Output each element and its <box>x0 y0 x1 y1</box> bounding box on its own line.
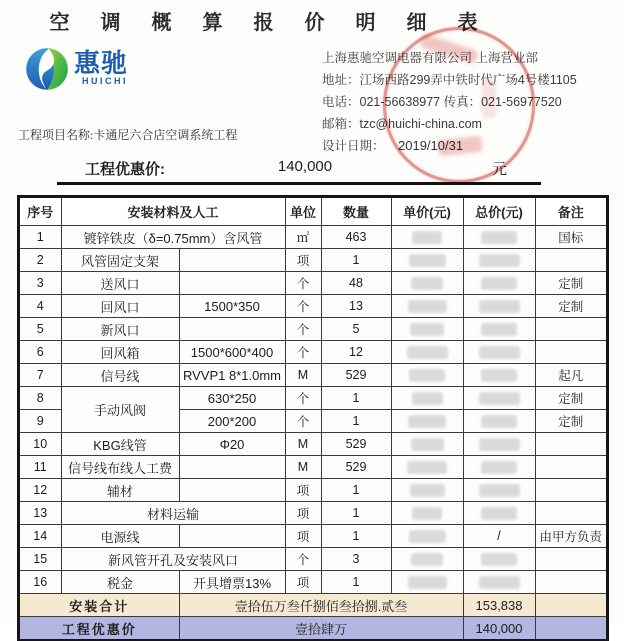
cell-qty: 1 <box>321 525 391 548</box>
cell-total-price <box>463 433 535 456</box>
cell-material-name: KBG线管 <box>61 433 179 456</box>
cell-no: 11 <box>19 456 61 479</box>
cell-total-price <box>463 410 535 433</box>
project-name: 工程项目名称:卡通尼六合店空调系统工程 <box>18 128 238 142</box>
cell-total-price <box>463 456 535 479</box>
cell-unit: ㎡ <box>285 226 321 249</box>
cell-no: 2 <box>19 249 61 272</box>
cell-total-price <box>463 295 535 318</box>
col-header-5: 总价(元) <box>463 197 535 226</box>
cell-spec: 1500*350 <box>179 295 285 318</box>
cell-total-price <box>463 249 535 272</box>
cell-material-name: 辅材 <box>61 479 179 502</box>
cell-no: 10 <box>19 433 61 456</box>
redacted-price-smudge <box>408 300 447 313</box>
cell-spec: Φ20 <box>179 433 285 456</box>
summary-amount-in-words: 壹拾伍万叁仟捌佰叁拾捌.贰叁 <box>179 594 463 617</box>
cell-spec <box>179 249 285 272</box>
logo-swirl-icon <box>24 46 70 92</box>
redacted-price-smudge <box>411 277 443 290</box>
cell-unit-price <box>391 249 463 272</box>
cell-note <box>535 456 607 479</box>
cell-unit: 项 <box>285 249 321 272</box>
design-date-label: 设计日期： <box>322 139 385 153</box>
cell-unit-price <box>391 456 463 479</box>
cell-unit-price <box>391 548 463 571</box>
cell-qty: 1 <box>321 249 391 272</box>
price-banner-unit: 元 <box>492 161 508 178</box>
summary-row-install-total <box>19 594 607 617</box>
redacted-price-smudge <box>411 438 444 451</box>
cell-spec: RVVP1 8*1.0mm <box>179 364 285 387</box>
cell-note: 由甲方负责 <box>535 525 607 548</box>
quotation-table <box>18 196 608 641</box>
redacted-price-smudge <box>481 323 517 336</box>
cell-unit-price <box>391 433 463 456</box>
cell-total-price <box>463 341 535 364</box>
cell-unit-price <box>391 272 463 295</box>
cell-spec <box>179 318 285 341</box>
cell-qty: 1 <box>321 410 391 433</box>
col-header-3: 数量 <box>321 197 391 226</box>
cell-qty: 1 <box>321 387 391 410</box>
summary-note <box>535 617 607 641</box>
logo-name-en: HUICHI <box>82 76 129 86</box>
logo-name-cn: 惠驰 <box>74 48 129 78</box>
cell-note <box>535 318 607 341</box>
redacted-price-smudge <box>481 507 517 520</box>
cell-unit-price <box>391 318 463 341</box>
cell-material-name: 回风口 <box>61 295 179 318</box>
cell-no: 3 <box>19 272 61 295</box>
design-date-value: 2019/10/31 <box>398 138 464 153</box>
cell-unit: 项 <box>285 479 321 502</box>
summary-row-discount-price <box>19 617 607 641</box>
table-row <box>19 548 607 571</box>
cell-no: 8 <box>19 387 61 410</box>
cell-unit: 个 <box>285 387 321 410</box>
table-row <box>19 295 607 318</box>
cell-note: 定制 <box>535 272 607 295</box>
price-banner-value: 140,000 <box>277 158 333 175</box>
cell-note <box>535 249 607 272</box>
cell-unit: 个 <box>285 295 321 318</box>
summary-amount-in-words: 壹拾肆万 <box>179 617 463 641</box>
cell-note: 定制 <box>535 295 607 318</box>
company-logo <box>24 46 128 92</box>
redacted-price-smudge <box>479 346 520 359</box>
cell-qty: 13 <box>321 295 391 318</box>
cell-unit-price <box>391 341 463 364</box>
cell-unit: 个 <box>285 410 321 433</box>
redacted-price-smudge <box>410 484 445 497</box>
cell-spec <box>179 525 285 548</box>
redacted-price-smudge <box>412 392 443 405</box>
redacted-price-smudge <box>408 415 446 428</box>
col-header-0: 序号 <box>19 197 61 226</box>
cell-qty: 12 <box>321 341 391 364</box>
cell-note <box>535 479 607 502</box>
table-row <box>19 479 607 502</box>
cell-unit: 个 <box>285 548 321 571</box>
cell-material-name: 送风口 <box>61 272 179 295</box>
col-header-2: 单位 <box>285 197 321 226</box>
cell-no: 7 <box>19 364 61 387</box>
cell-note: 定制 <box>535 410 607 433</box>
table-row <box>19 433 607 456</box>
cell-material-name: 镀锌铁皮（δ=0.75mm）含风管 <box>61 226 285 249</box>
cell-total-price <box>463 548 535 571</box>
cell-spec: 200*200 <box>179 410 285 433</box>
table-row <box>19 318 607 341</box>
page-title: 空 调 概 算 报 价 明 细 表 <box>49 12 491 34</box>
redacted-price-smudge <box>479 300 520 313</box>
cell-unit-price <box>391 525 463 548</box>
summary-label: 工程优惠价 <box>19 617 179 641</box>
redacted-price-smudge <box>409 530 446 543</box>
cell-unit: 项 <box>285 502 321 525</box>
redacted-price-smudge <box>481 415 517 428</box>
cell-no: 16 <box>19 571 61 594</box>
cell-no: 6 <box>19 341 61 364</box>
cell-note: 国标 <box>535 226 607 249</box>
cell-no: 4 <box>19 295 61 318</box>
price-underline <box>57 182 541 185</box>
cell-qty: 48 <box>321 272 391 295</box>
table-row <box>19 502 607 525</box>
cell-unit: M <box>285 456 321 479</box>
cell-qty: 1 <box>321 502 391 525</box>
cell-qty: 529 <box>321 433 391 456</box>
redacted-price-smudge <box>412 507 442 520</box>
cell-material-name: 手动风阀 <box>61 387 179 433</box>
cell-unit-price <box>391 387 463 410</box>
cell-spec <box>179 479 285 502</box>
cell-note: 定制 <box>535 387 607 410</box>
redacted-price-smudge <box>481 277 517 290</box>
table-header-row <box>19 197 607 226</box>
cell-unit-price <box>391 571 463 594</box>
table-row <box>19 456 607 479</box>
cell-qty: 1 <box>321 479 391 502</box>
cell-unit-price <box>391 479 463 502</box>
redacted-price-smudge <box>481 231 517 244</box>
cell-total-price: / <box>463 525 535 548</box>
cell-material-name: 税金 <box>61 571 179 594</box>
cell-unit: M <box>285 364 321 387</box>
cell-unit: 个 <box>285 318 321 341</box>
cell-note <box>535 341 607 364</box>
cell-no: 15 <box>19 548 61 571</box>
cell-total-price <box>463 226 535 249</box>
redacted-price-smudge <box>411 553 443 566</box>
cell-spec <box>179 456 285 479</box>
redacted-price-smudge <box>481 369 517 382</box>
summary-note <box>535 594 607 617</box>
cell-material-name: 信号线 <box>61 364 179 387</box>
redacted-price-smudge <box>479 392 520 405</box>
summary-total-value: 153,838 <box>463 594 535 617</box>
redacted-price-smudge <box>412 231 442 244</box>
cell-total-price <box>463 318 535 341</box>
company-phone-fax: 电话：021-56638977 传真：021-56977520 <box>322 95 562 109</box>
cell-no: 5 <box>19 318 61 341</box>
company-info <box>322 47 577 157</box>
cell-unit: 个 <box>285 341 321 364</box>
redacted-price-smudge <box>410 323 444 336</box>
cell-material-name: 新风口 <box>61 318 179 341</box>
cell-total-price <box>463 479 535 502</box>
redacted-price-smudge <box>479 484 520 497</box>
company-address: 地址：江场西路299弄中铁时代广场4号楼1105 <box>322 73 577 87</box>
cell-unit-price <box>391 410 463 433</box>
cell-material-name: 材料运输 <box>61 502 285 525</box>
cell-spec: 630*250 <box>179 387 285 410</box>
table-row <box>19 571 607 594</box>
cell-qty: 1 <box>321 571 391 594</box>
company-name: 上海惠驰空调电器有限公司 上海营业部 <box>322 51 538 65</box>
summary-total-value: 140,000 <box>463 617 535 641</box>
table-row <box>19 387 607 410</box>
cell-spec: 开具增票13% <box>179 571 285 594</box>
cell-no: 9 <box>19 410 61 433</box>
cell-spec <box>179 272 285 295</box>
cell-total-price <box>463 502 535 525</box>
table-row <box>19 272 607 295</box>
cell-material-name: 电源线 <box>61 525 179 548</box>
cell-no: 1 <box>19 226 61 249</box>
cell-unit: 项 <box>285 571 321 594</box>
cell-material-name: 信号线布线人工费 <box>61 456 179 479</box>
cell-spec: 1500*600*400 <box>179 341 285 364</box>
cell-total-price <box>463 272 535 295</box>
redacted-price-smudge <box>409 254 446 267</box>
cell-unit: 项 <box>285 525 321 548</box>
table-row <box>19 364 607 387</box>
redacted-price-smudge <box>408 576 447 589</box>
cell-qty: 463 <box>321 226 391 249</box>
cell-no: 13 <box>19 502 61 525</box>
redacted-price-smudge <box>479 438 520 451</box>
cell-no: 12 <box>19 479 61 502</box>
cell-qty: 5 <box>321 318 391 341</box>
cell-material-name: 回风箱 <box>61 341 179 364</box>
cell-unit-price <box>391 295 463 318</box>
redacted-price-smudge <box>407 346 448 359</box>
price-banner <box>0 156 624 184</box>
cell-unit-price <box>391 364 463 387</box>
cell-no: 14 <box>19 525 61 548</box>
cell-total-price <box>463 571 535 594</box>
table-row <box>19 341 607 364</box>
cell-note <box>535 433 607 456</box>
cell-note <box>535 548 607 571</box>
col-header-4: 单价(元) <box>391 197 463 226</box>
redacted-price-smudge <box>479 576 520 589</box>
cell-total-price <box>463 387 535 410</box>
redacted-price-smudge <box>481 553 517 566</box>
cell-qty: 529 <box>321 456 391 479</box>
redacted-price-smudge <box>407 461 447 474</box>
logo-text <box>74 50 128 86</box>
cell-material-name: 风管固定支架 <box>61 249 179 272</box>
cell-unit-price <box>391 226 463 249</box>
price-banner-label: 工程优惠价: <box>85 161 165 178</box>
col-header-6: 备注 <box>535 197 607 226</box>
table-row <box>19 249 607 272</box>
cell-unit: 个 <box>285 272 321 295</box>
company-email: 邮箱：tzc@huichi-china.com <box>322 117 482 131</box>
cell-unit: M <box>285 433 321 456</box>
table-row <box>19 525 607 548</box>
cell-qty: 529 <box>321 364 391 387</box>
design-date-line <box>322 135 577 157</box>
redacted-price-smudge <box>479 254 520 267</box>
cell-material-name: 新风管开孔及安装风口 <box>61 548 285 571</box>
cell-note <box>535 571 607 594</box>
cell-qty: 3 <box>321 548 391 571</box>
cell-note <box>535 502 607 525</box>
cell-total-price <box>463 364 535 387</box>
table-row <box>19 226 607 249</box>
cell-unit-price <box>391 502 463 525</box>
redacted-price-smudge <box>481 461 517 474</box>
summary-label: 安装合计 <box>19 594 179 617</box>
col-header-1: 安装材料及人工 <box>61 197 285 226</box>
cell-note: 起凡 <box>535 364 607 387</box>
redacted-price-smudge <box>409 369 445 382</box>
